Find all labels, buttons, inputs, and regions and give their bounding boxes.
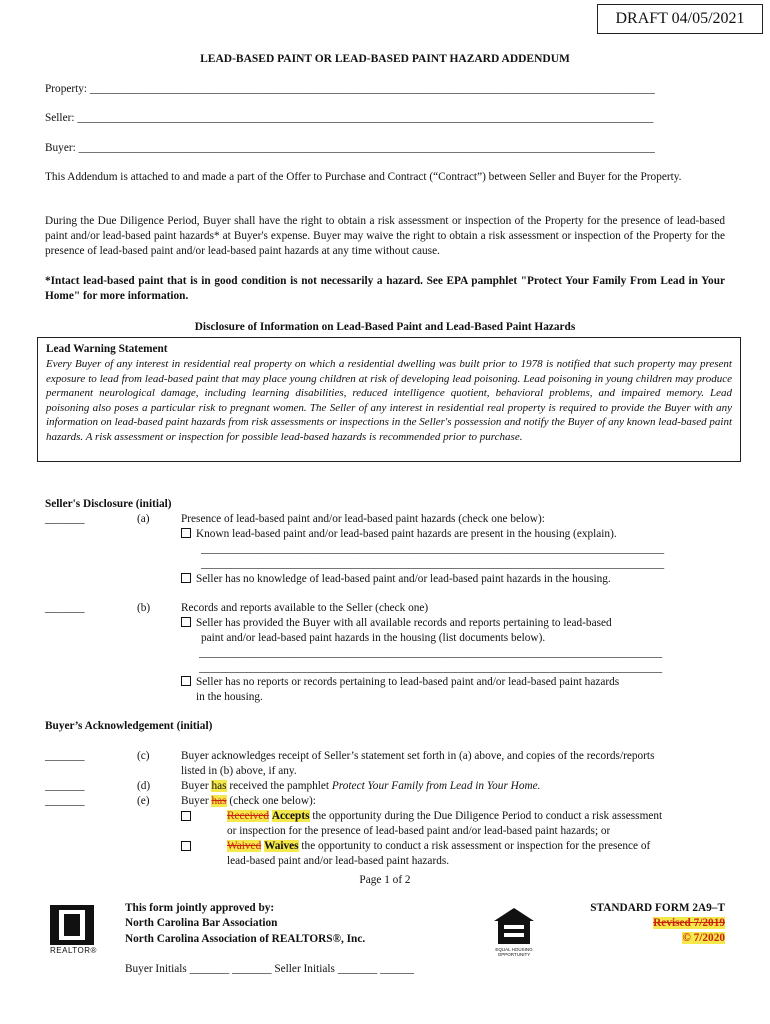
disclosure-heading: Disclosure of Information on Lead-Based Paint and Lead-Based Paint Hazards bbox=[194, 321, 576, 333]
item-d-label: (d) bbox=[137, 780, 151, 792]
item-a-text: Presence of lead-based paint and/or lead-based paint hazards (check one below): bbox=[181, 513, 545, 525]
intact-paint-note: *Intact lead-based paint that is in good condition is not necessarily a hazard. See EPA pamphlet "Protect Your Family From Lead in Your Home" for more information. bbox=[45, 275, 725, 302]
no-records-label-2: in the housing. bbox=[196, 691, 263, 703]
property-field[interactable]: Property: ____________________________________________________________________________________________________ bbox=[45, 83, 655, 95]
has-strikethrough: has bbox=[211, 795, 227, 807]
item-e-text: Buyer has (check one below): bbox=[181, 795, 316, 807]
org-realtors: North Carolina Association of REALTORS®, Inc. bbox=[125, 933, 366, 945]
lead-warning-box bbox=[37, 337, 741, 462]
copyright-date: © 7/2020 bbox=[682, 932, 725, 944]
documents-line-2[interactable]: __________________________________________________________________________________ bbox=[199, 662, 663, 674]
documents-line-1[interactable]: __________________________________________________________________________________ bbox=[199, 647, 663, 659]
buyer-field[interactable]: Buyer: ______________________________________________________________________________________________________ bbox=[45, 142, 655, 154]
explain-line-2[interactable]: __________________________________________________________________________________ bbox=[201, 558, 665, 570]
revised-date: Revised 7/2019 bbox=[653, 917, 725, 929]
checkbox-no-knowledge[interactable] bbox=[181, 573, 191, 583]
seller-field[interactable]: Seller: ______________________________________________________________________________________________________ bbox=[45, 112, 654, 124]
realtor-logo-icon bbox=[50, 905, 94, 945]
buyer-ack-heading: Buyer’s Acknowledgement (initial) bbox=[45, 720, 213, 732]
draft-label: DRAFT 04/05/2021 bbox=[615, 10, 745, 28]
approved-by: This form jointly approved by: bbox=[125, 902, 275, 914]
received-struck: Received bbox=[227, 810, 270, 822]
standard-form: STANDARD FORM 2A9–T bbox=[590, 902, 725, 914]
checkbox-waives[interactable] bbox=[181, 841, 191, 851]
records-provided-label-2: paint and/or lead-based paint hazards in the housing (list documents below). bbox=[201, 632, 546, 644]
equal-housing-text: EQUAL HOUSING OPPORTUNITY bbox=[495, 947, 533, 957]
checkbox-no-records[interactable] bbox=[181, 676, 191, 686]
initials-line[interactable]: Buyer Initials _______ _______ Seller Initials _______ ______ bbox=[125, 963, 414, 975]
item-d-text: Buyer has received the pamphlet Protect Your Family from Lead in Your Home. bbox=[181, 780, 541, 792]
accepts-highlight: Accepts bbox=[271, 810, 310, 822]
checkbox-known-lead[interactable] bbox=[181, 528, 191, 538]
item-b-label: (b) bbox=[137, 602, 151, 614]
waives-text-2: lead-based paint and/or lead-based paint hazards. bbox=[227, 855, 450, 867]
org-bar-association: North Carolina Bar Association bbox=[125, 917, 278, 929]
equal-housing-icon bbox=[492, 906, 536, 948]
known-lead-label: Known lead-based paint and/or lead-based paint hazards are present in the housing (explain). bbox=[196, 528, 617, 540]
waives-highlight: Waives bbox=[264, 840, 299, 852]
item-c-text: Buyer acknowledges receipt of Seller’s statement set forth in (a) above, and copies of the records/reports bbox=[181, 750, 655, 762]
item-c-text-2: listed in (b) above, if any. bbox=[181, 765, 297, 777]
buyer-initial-e[interactable]: _______ bbox=[45, 795, 85, 807]
addendum-paragraph: This Addendum is attached to and made a part of the Offer to Purchase and Contract (“Contract”) between Seller and Buyer for the Property. bbox=[45, 171, 682, 183]
document-title: LEAD-BASED PAINT OR LEAD-BASED PAINT HAZARD ADDENDUM bbox=[200, 53, 570, 65]
checkbox-records-provided[interactable] bbox=[181, 617, 191, 627]
waived-struck: Waived bbox=[227, 840, 262, 852]
buyer-initial-c[interactable]: _______ bbox=[45, 750, 85, 762]
item-e-label: (e) bbox=[137, 795, 150, 807]
item-a-label: (a) bbox=[137, 513, 150, 525]
realtor-logo-text: REALTOR® bbox=[50, 946, 97, 955]
page-number: Page 1 of 2 bbox=[359, 874, 411, 886]
pamphlet-title: Protect Your Family from Lead in Your Home. bbox=[331, 780, 541, 792]
item-c-label: (c) bbox=[137, 750, 150, 762]
due-diligence-paragraph: During the Due Diligence Period, Buyer shall have the right to obtain a risk assessment or inspection of the Property for the presence of lead-based paint and/or lead-based paint hazards* at Buyer's expense. Buyer may waive the right to obtain a risk assessment or inspection of the Property for the presence of lead-based paint and/or lead-based paint hazards at any time without cause. bbox=[45, 215, 725, 257]
lead-warning-heading: Lead Warning Statement bbox=[46, 343, 168, 355]
no-records-label: Seller has no reports or records pertaining to lead-based paint and/or lead-based paint hazards bbox=[196, 676, 620, 688]
seller-initial-b[interactable]: _______ bbox=[45, 602, 85, 614]
has-highlight: has bbox=[211, 780, 227, 792]
waives-text: Waived Waives the opportunity to conduct a risk assessment or inspection for the presence of bbox=[227, 840, 651, 852]
item-b-text: Records and reports available to the Seller (check one) bbox=[181, 602, 429, 614]
records-provided-label: Seller has provided the Buyer with all available records and reports pertaining to lead-based bbox=[196, 617, 612, 629]
draft-stamp bbox=[597, 4, 763, 34]
no-knowledge-label: Seller has no knowledge of lead-based paint and/or lead-based paint hazards in the housing. bbox=[196, 573, 611, 585]
seller-disclosure-heading: Seller's Disclosure (initial) bbox=[45, 498, 172, 510]
accepts-text: Received Accepts the opportunity during the Due Diligence Period to conduct a risk assessment bbox=[227, 810, 663, 822]
explain-line-1[interactable]: __________________________________________________________________________________ bbox=[201, 543, 665, 555]
checkbox-accepts[interactable] bbox=[181, 811, 191, 821]
accepts-text-2: or inspection for the presence of lead-based paint and/or lead-based paint hazards; or bbox=[227, 825, 611, 837]
seller-initial-a[interactable]: _______ bbox=[45, 513, 85, 525]
lead-warning-text: Every Buyer of any interest in residential real property on which a residential dwelling was built prior to 1978 is notified that such property may present exposure to lead from lead-based paint that may place young children at risk of developing lead poisoning. Lead poisoning in young children may produce permanent neurological damage, including learning disabilities, reduced intelligence quotient, behavioral problems, and impaired memory. Lead poisoning also poses a particular risk to pregnant women. The Seller of any interest in residential real property is required to provide the Buyer with any information on lead-based paint hazards from risk assessments or inspections in the Seller's possession and notify the Buyer of any known lead-based paint hazards. A risk assessment or inspection for possible lead-based hazards is recommended prior to purchase. bbox=[46, 357, 732, 444]
buyer-initial-d[interactable]: _______ bbox=[45, 780, 85, 792]
